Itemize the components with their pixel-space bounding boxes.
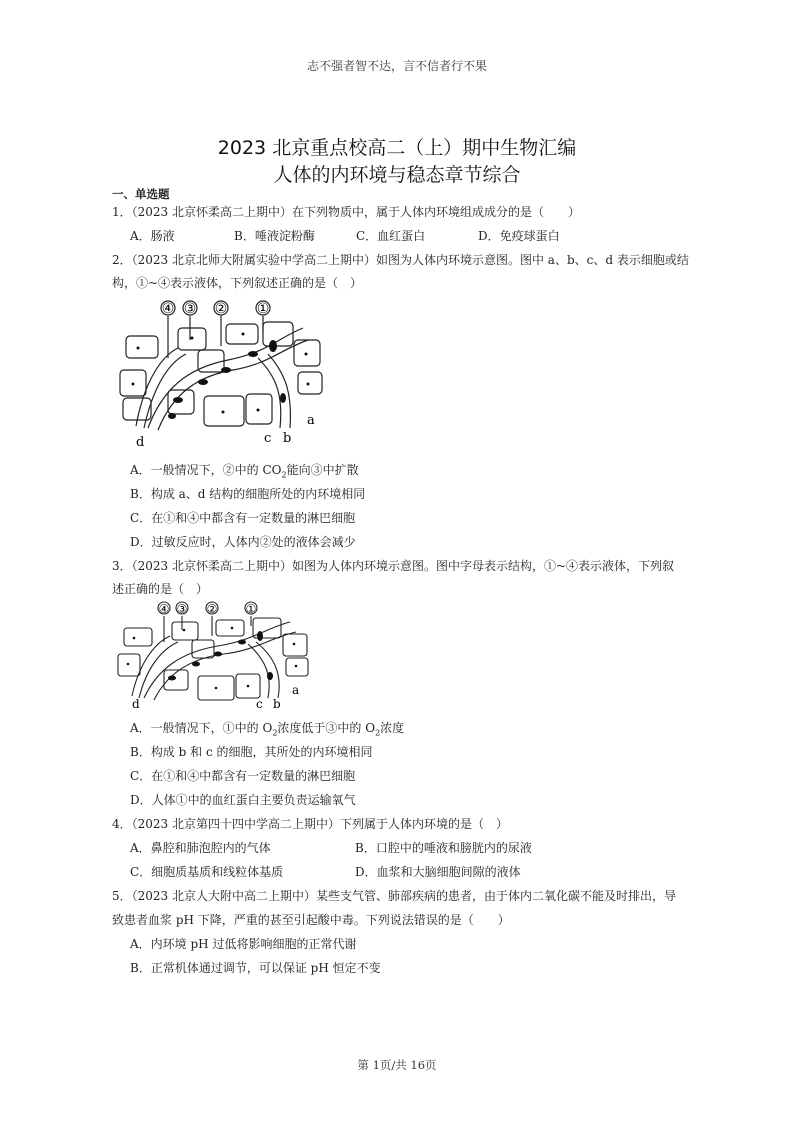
q3-option-a: A．一般情况下，①中的 $O_2$浓度低于③中的 $O_2$浓度: [130, 721, 405, 738]
q1-option-d: D．免疫球蛋白: [478, 229, 560, 243]
q4-option-c: C．细胞质基质和线粒体基质: [130, 865, 284, 879]
q3-fig-label-2: ②: [206, 602, 218, 616]
q2-stem-line2: 构，①~④表示液体，下列叙述正确的是（ ）: [112, 276, 363, 290]
q3-option-b: B．构成 b 和 c 的细胞，其所处的内环境相同: [130, 745, 373, 759]
q2-fig-label-3: ③: [183, 301, 197, 317]
q2-fig-label-4: ④: [161, 301, 175, 317]
document-title: 2023 北京重点校高二（上）期中生物汇编: [217, 137, 577, 159]
q3-fig-label-c: c: [256, 697, 263, 710]
q4-option-d: D．血浆和大脑细胞间隙的液体: [355, 865, 521, 879]
q5-option-b: B．正常机体通过调节，可以保证 pH 恒定不变: [130, 961, 381, 975]
q2-option-a: A．一般情况下，②中的 $CO_2$能向③中扩散: [130, 463, 359, 480]
q1-option-c: C．血红蛋白: [356, 229, 426, 243]
q1-option-a: A．肠液: [130, 229, 175, 243]
q3-tissue-diagram: [108, 600, 318, 710]
q2-stem-line1: 2．（2023 北京北师大附属实验中学高二上期中）如图为人体内环境示意图。图中 a、b、c、d 表示细胞或结: [112, 253, 689, 267]
q3-stem-line2: 述正确的是（ ）: [112, 582, 209, 596]
q3-stem-line1: 3．（2023 北京怀柔高二上期中）如图为人体内环境示意图。图中字母表示结构，①~④表示液体，下列叙: [112, 559, 675, 573]
q3-option-d: D．人体①中的血红蛋白主要负责运输氧气: [130, 793, 356, 807]
q2-option-d: D．过敏反应时，人体内②处的液体会减少: [130, 535, 356, 549]
q2-fig-label-d: d: [136, 435, 145, 450]
q5-option-a: A．内环境 pH 过低将影响细胞的正常代谢: [130, 937, 357, 951]
q3-fig-label-1: ①: [245, 602, 257, 616]
q2-fig-label-c: c: [264, 431, 272, 446]
q3-fig-label-d: d: [132, 697, 140, 710]
page-header-motto: 志不强者智不达，言不信者行不果: [306, 59, 487, 73]
q4-stem: 4．（2023 北京第四十四中学高二上期中）下列属于人体内环境的是（ ）: [112, 817, 508, 831]
q3-fig-label-b: b: [273, 697, 281, 710]
q5-stem-line2: 致患者血浆 pH 下降，严重的甚至引起酸中毒。下列说法错误的是（ ）: [112, 913, 510, 927]
q2-tissue-diagram: [108, 298, 328, 450]
q1-option-b: B．唾液淀粉酶: [234, 229, 315, 243]
q3-fig-label-3: ③: [176, 602, 188, 616]
q5-stem-line1: 5．（2023 北京人大附中高二上期中）某些支气管、肺部疾病的患者，由于体内二氧化碳不能及时排出，导: [112, 889, 676, 903]
q3-fig-label-a: a: [292, 683, 300, 697]
section-heading: 一、单选题: [112, 187, 170, 201]
q2-option-c: C．在①和④中都含有一定数量的淋巴细胞: [130, 511, 356, 525]
q2-fig-label-b: b: [283, 431, 292, 446]
q1-stem: 1．（2023 北京怀柔高二上期中）在下列物质中，属于人体内环境组成成分的是（ ）: [112, 205, 580, 219]
q3-fig-label-4: ④: [158, 602, 170, 616]
q2-fig-label-1: ①: [256, 301, 270, 317]
document-subtitle: 人体的内环境与稳态章节综合: [273, 164, 521, 186]
q4-option-b: B．口腔中的唾液和膀胱内的尿液: [355, 841, 532, 855]
q2-fig-label-a: a: [307, 413, 315, 428]
q2-option-b: B．构成 a、d 结构的细胞所处的内环境相同: [130, 487, 366, 501]
page-number-footer: 第 1页/共 16页: [357, 1058, 437, 1072]
q3-option-c: C．在①和④中都含有一定数量的淋巴细胞: [130, 769, 356, 783]
q2-fig-label-2: ②: [214, 301, 228, 317]
q4-option-a: A．鼻腔和肺泡腔内的气体: [130, 841, 271, 855]
